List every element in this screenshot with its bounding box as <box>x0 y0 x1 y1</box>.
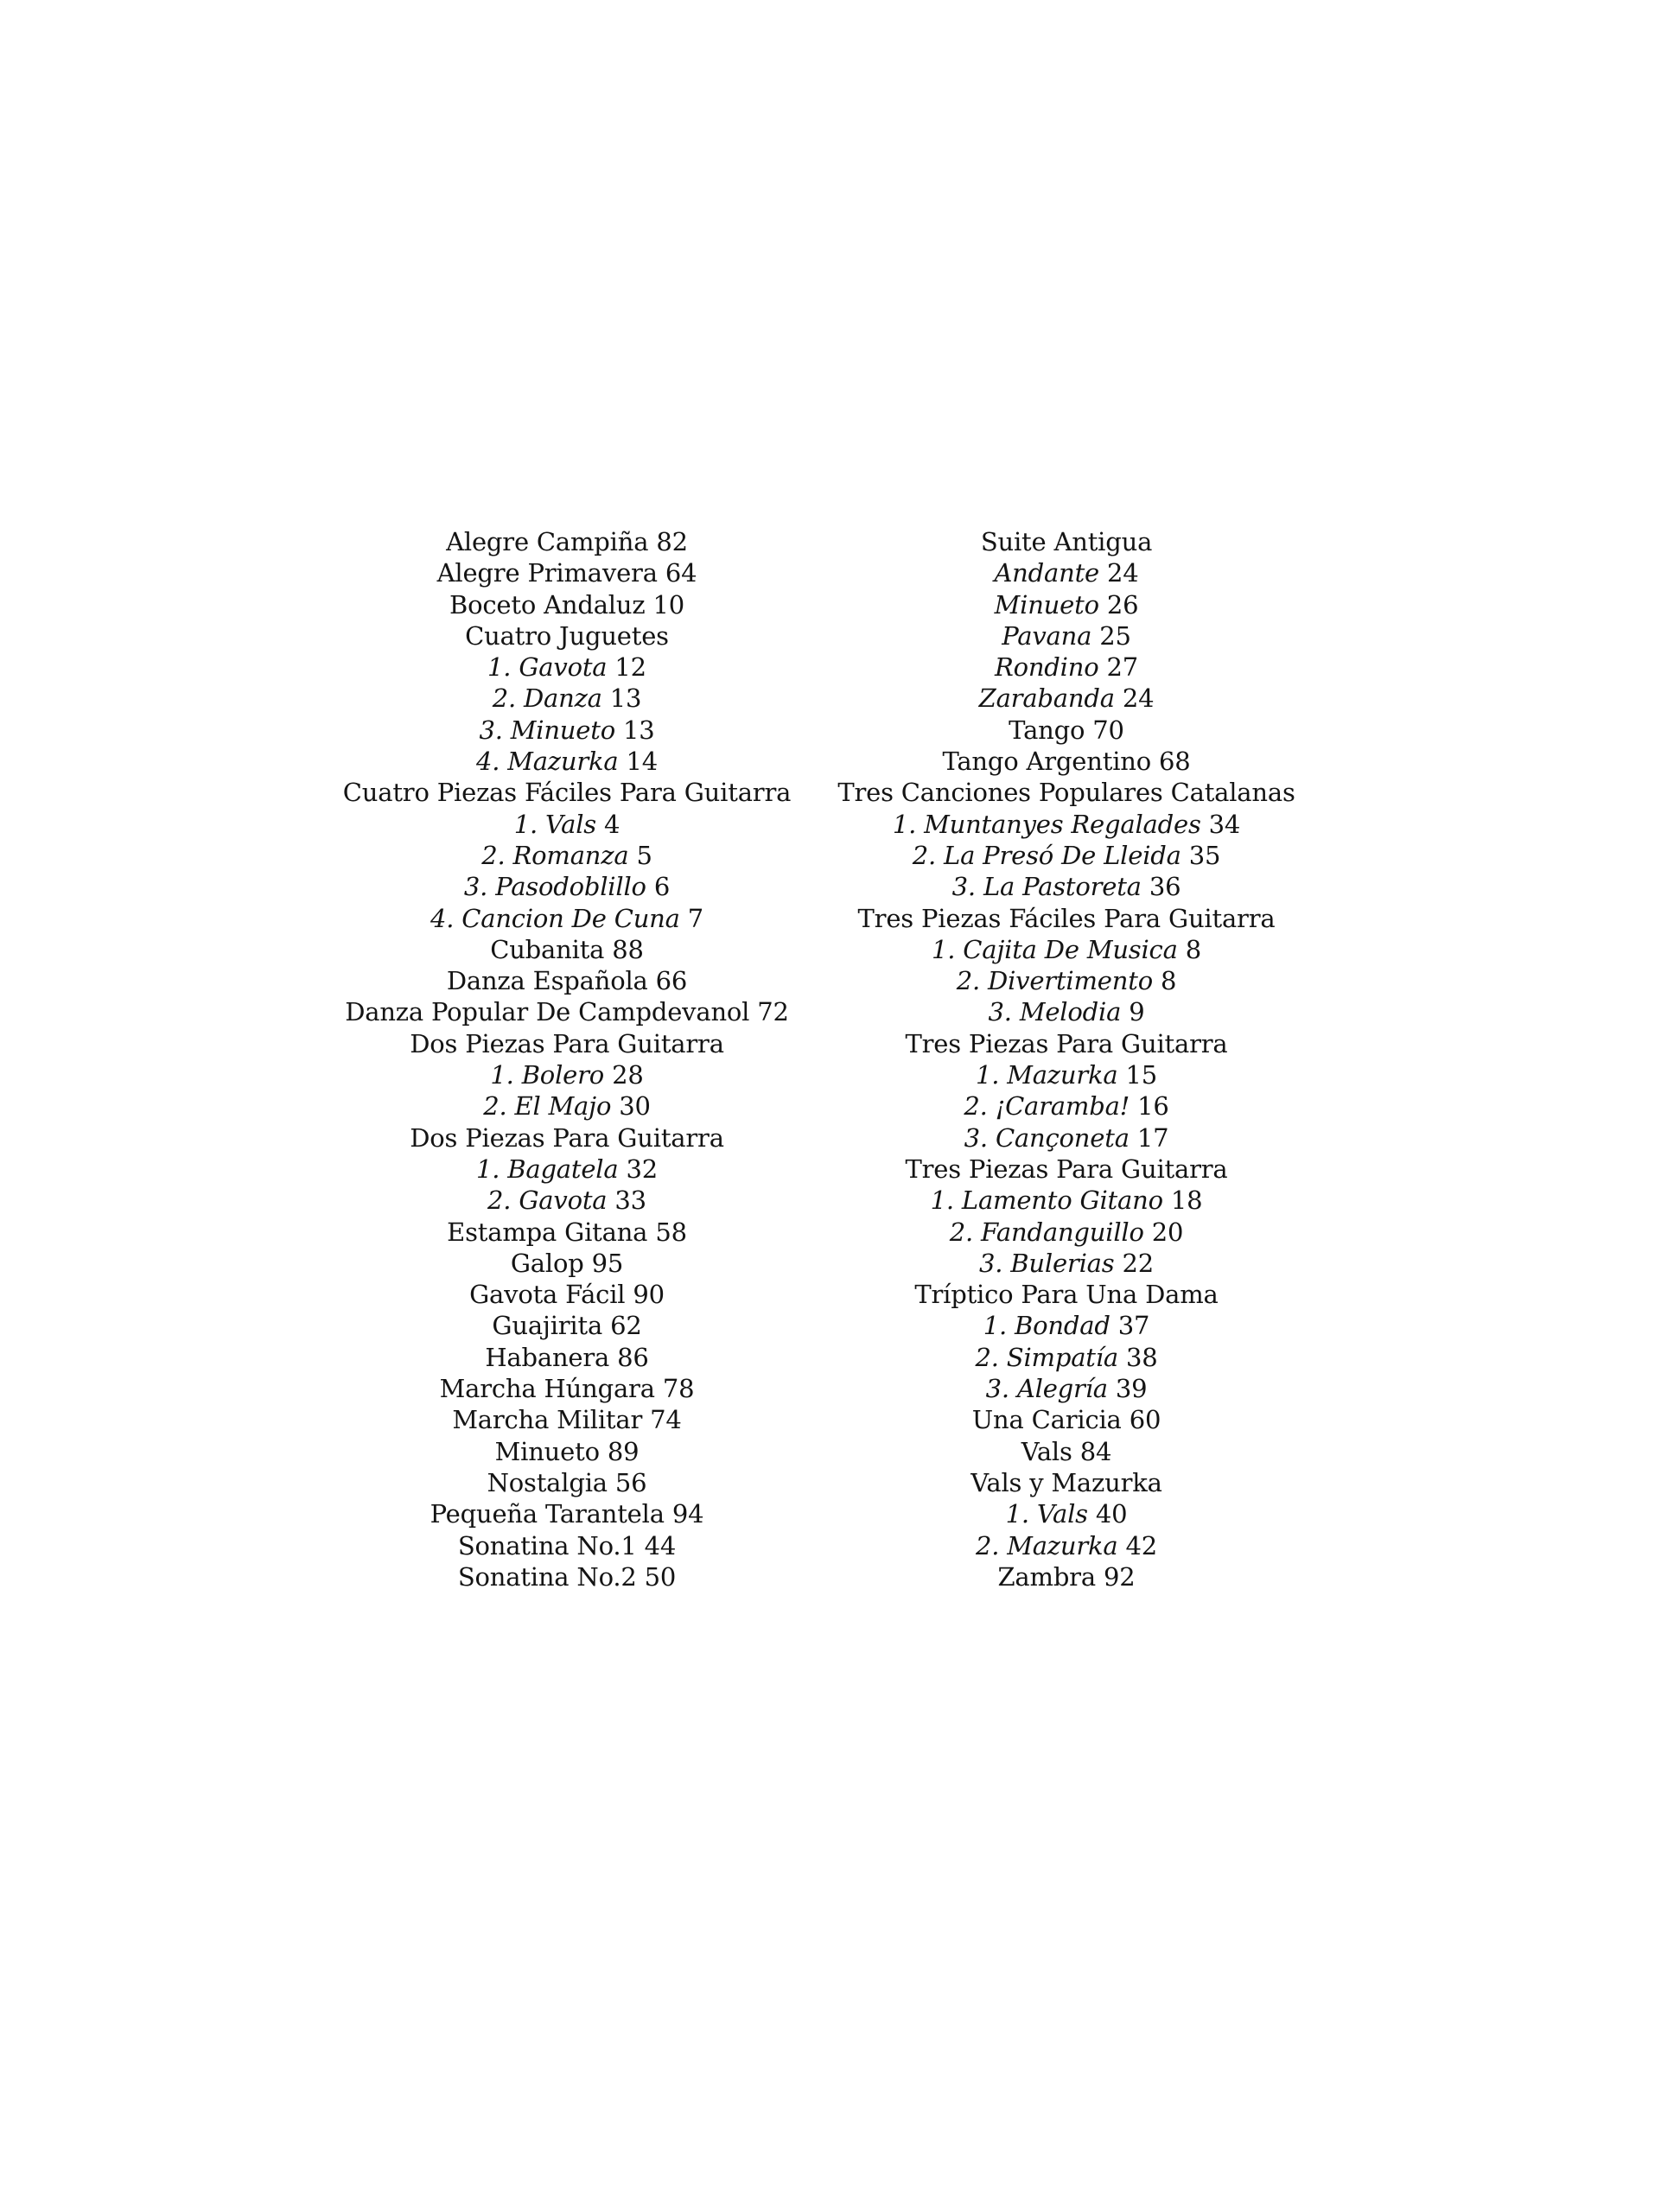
toc-entry-page: 68 <box>1159 747 1191 777</box>
toc-entry <box>807 1436 1326 1467</box>
toc-entry <box>807 1404 1326 1435</box>
toc-entry <box>308 652 826 683</box>
toc-entry <box>308 1498 826 1529</box>
toc-entry <box>308 1217 826 1248</box>
toc-entry-title: Vals <box>1021 1436 1072 1466</box>
toc-entry <box>807 1154 1326 1185</box>
toc-entry-title: Zarabanda <box>978 683 1115 714</box>
toc-entry <box>308 1122 826 1154</box>
toc-entry-page: 14 <box>626 747 659 777</box>
toc-entry-title: 3. Bulerias <box>979 1248 1115 1278</box>
toc-entry-title: 1. Mazurka <box>975 1060 1118 1090</box>
toc-entry-page: 89 <box>607 1436 640 1466</box>
toc-entry-page: 9 <box>1129 997 1145 1027</box>
toc-entry-title: Tríptico Para Una Dama <box>914 1280 1219 1310</box>
toc-entry <box>807 746 1326 777</box>
toc-entry <box>807 1498 1326 1529</box>
toc-entry-title: 3. Minueto <box>479 715 615 745</box>
toc-entry-title: Marcha Militar <box>452 1405 643 1435</box>
toc-entry <box>807 1217 1326 1248</box>
toc-entry-title: 1. Muntanyes Regalades <box>892 809 1201 839</box>
toc-entry-title: 1. Vals <box>1005 1499 1088 1529</box>
toc-entry-title: 4. Mazurka <box>475 747 619 777</box>
toc-entry-title: 2. Danza <box>492 683 602 714</box>
toc-entry-title: Sonatina No.1 <box>457 1530 637 1560</box>
toc-entry-page: 32 <box>626 1154 659 1184</box>
toc-entry-page: 92 <box>1103 1561 1136 1592</box>
toc-entry-page: 60 <box>1129 1405 1161 1435</box>
toc-entry <box>807 1185 1326 1216</box>
toc-entry-title: 2. ¡Caramba! <box>964 1091 1130 1122</box>
toc-entry-page: 82 <box>656 527 688 556</box>
toc-entry <box>308 1310 826 1341</box>
toc-entry <box>308 746 826 777</box>
toc-entry-title: Sonatina No.2 <box>457 1561 637 1592</box>
toc-entry-page: 30 <box>619 1091 651 1122</box>
toc-entry-page: 33 <box>614 1185 646 1216</box>
toc-entry-title: Dos Piezas Para Guitarra <box>410 1122 724 1153</box>
toc-entry-page: 70 <box>1092 715 1124 745</box>
toc-entry-title: 2. La Presó De Lleida <box>912 840 1181 870</box>
toc-entry <box>807 683 1326 714</box>
toc-entry-title: 4. Cancion De Cuna <box>430 903 680 933</box>
toc-entry-page: 4 <box>603 809 620 839</box>
toc-entry-title: 1. Vals <box>513 809 596 839</box>
toc-entry-title: 1. Lamento Gitano <box>930 1185 1163 1216</box>
toc-entry <box>308 620 826 652</box>
toc-entry-title: Cubanita <box>490 934 605 964</box>
toc-entry-title: 1. Bagatela <box>475 1154 619 1184</box>
toc-entry <box>308 1248 826 1279</box>
toc-entry <box>807 589 1326 620</box>
toc-entry-title: Estampa Gitana <box>447 1217 648 1247</box>
toc-entry-title: Cuatro Piezas Fáciles Para Guitarra <box>342 778 792 808</box>
toc-entry <box>308 1059 826 1090</box>
toc-entry <box>807 777 1326 808</box>
toc-entry <box>807 1059 1326 1090</box>
toc-entry-page: 13 <box>623 715 655 745</box>
toc-entry-page: 56 <box>614 1467 647 1497</box>
toc-entry <box>807 1373 1326 1404</box>
toc-entry-title: Tango <box>1009 715 1085 745</box>
toc-entry-title: Una Caricia <box>971 1405 1122 1435</box>
toc-entry-page: 27 <box>1106 652 1139 683</box>
toc-entry-title: Guajirita <box>492 1311 603 1341</box>
toc-entry-title: Pequeña Tarantela <box>430 1499 665 1529</box>
toc-entry-page: 22 <box>1122 1248 1154 1278</box>
toc-entry <box>308 1090 826 1122</box>
toc-entry-page: 6 <box>653 872 671 902</box>
toc-entry-title: Vals y Mazurka <box>971 1467 1162 1497</box>
toc-entry <box>807 620 1326 652</box>
toc-entry <box>308 965 826 996</box>
toc-entry <box>807 1342 1326 1373</box>
toc-entry-page: 90 <box>633 1280 665 1310</box>
toc-entry <box>308 526 826 557</box>
toc-entry-page: 86 <box>617 1342 649 1372</box>
toc-entry-page: 17 <box>1136 1122 1169 1153</box>
toc-entry-title: Rondino <box>994 652 1099 683</box>
toc-entry-title: 3. Cançoneta <box>964 1122 1130 1153</box>
toc-entry-title: Zambra <box>997 1561 1096 1592</box>
toc-entry-title: 1. Cajita De Musica <box>932 934 1178 964</box>
toc-entry-title: Alegre Campiña <box>446 527 649 556</box>
toc-entry-title: 2. El Majo <box>483 1091 612 1122</box>
toc-entry-page: 24 <box>1107 558 1139 588</box>
toc-entry-page: 39 <box>1115 1374 1148 1404</box>
toc-entry-page: 26 <box>1106 589 1139 620</box>
toc-entry-page: 18 <box>1170 1185 1203 1216</box>
toc-entry-title: Suite Antigua <box>980 527 1153 556</box>
toc-entry-title: Minueto <box>494 1436 600 1466</box>
toc-entry-title: Alegre Primavera <box>436 558 658 588</box>
toc-entry-page: 35 <box>1188 840 1221 870</box>
toc-entry <box>807 871 1326 902</box>
toc-entry-page: 38 <box>1125 1342 1158 1372</box>
toc-entry-title: 3. Melodia <box>988 997 1122 1027</box>
toc-entry-title: 2. Fandanguillo <box>949 1217 1144 1247</box>
toc-entry-title: Tres Canciones Populares Catalanas <box>837 778 1295 808</box>
toc-entry <box>308 809 826 840</box>
toc-entry <box>807 1310 1326 1341</box>
toc-entry-title: Dos Piezas Para Guitarra <box>410 1028 724 1058</box>
toc-entry-page: 16 <box>1137 1091 1169 1122</box>
toc-entry-title: 1. Bondad <box>983 1311 1111 1341</box>
toc-entry <box>807 809 1326 840</box>
toc-entry <box>807 903 1326 934</box>
toc-entry <box>308 840 826 871</box>
toc-entry <box>308 589 826 620</box>
toc-entry-page: 66 <box>655 966 688 996</box>
toc-entry <box>807 1279 1326 1310</box>
toc-entry-page: 44 <box>644 1530 677 1560</box>
toc-entry <box>807 1467 1326 1498</box>
toc-entry <box>308 1028 826 1059</box>
toc-entry <box>807 557 1326 588</box>
toc-entry-page: 28 <box>612 1060 644 1090</box>
toc-entry <box>807 1530 1326 1561</box>
toc-entry-title: Boceto Andaluz <box>449 589 646 620</box>
toc-entry <box>807 526 1326 557</box>
toc-entry-title: Tres Piezas Para Guitarra <box>905 1028 1228 1058</box>
toc-entry-title: 3. Alegría <box>985 1374 1108 1404</box>
toc-entry-page: 10 <box>652 589 684 620</box>
toc-right-column <box>807 526 1326 1592</box>
toc-entry-title: 1. Gavota <box>487 652 608 683</box>
toc-entry-title: Habanera <box>485 1342 610 1372</box>
toc-entry <box>807 715 1326 746</box>
toc-entry <box>308 1185 826 1216</box>
toc-entry-page: 12 <box>614 652 646 683</box>
toc-entry <box>807 1090 1326 1122</box>
toc-entry <box>807 965 1326 996</box>
toc-entry <box>807 1248 1326 1279</box>
toc-entry-title: Tres Piezas Para Guitarra <box>905 1154 1228 1184</box>
toc-entry-page: 24 <box>1122 683 1155 714</box>
toc-entry-title: 3. Pasodoblillo <box>463 872 646 902</box>
toc-entry <box>308 996 826 1027</box>
toc-entry-page: 62 <box>610 1311 642 1341</box>
toc-entry-title: 3. La Pastoreta <box>951 872 1142 902</box>
toc-entry <box>308 1530 826 1561</box>
toc-entry-page: 58 <box>655 1217 687 1247</box>
toc-entry-title: 2. Gavota <box>487 1185 608 1216</box>
toc-entry-page: 94 <box>671 1499 704 1529</box>
toc-entry-title: Tres Piezas Fáciles Para Guitarra <box>857 903 1276 933</box>
toc-entry <box>308 1342 826 1373</box>
toc-entry <box>807 652 1326 683</box>
toc-entry-title: 2. Divertimento <box>956 966 1153 996</box>
toc-entry <box>807 1028 1326 1059</box>
toc-entry <box>308 1561 826 1592</box>
toc-entry-title: Danza Española <box>446 966 648 996</box>
toc-entry-page: 50 <box>644 1561 677 1592</box>
toc-entry-page: 78 <box>662 1374 695 1404</box>
toc-entry <box>308 871 826 902</box>
toc-entry-page: 40 <box>1095 1499 1128 1529</box>
toc-entry-page: 42 <box>1125 1530 1158 1560</box>
toc-entry-title: 2. Simpatía <box>975 1342 1118 1372</box>
toc-entry <box>308 1404 826 1435</box>
toc-entry-title: 1. Bolero <box>490 1060 605 1090</box>
toc-entry-title: Minueto <box>994 589 1099 620</box>
toc-entry-page: 64 <box>665 558 697 588</box>
toc-entry-page: 88 <box>612 934 644 964</box>
toc-entry <box>308 1279 826 1310</box>
toc-entry-page: 36 <box>1149 872 1181 902</box>
toc-entry-title: Andante <box>994 558 1100 588</box>
toc-entry-title: Tango Argentino <box>942 747 1152 777</box>
toc-entry-page: 20 <box>1151 1217 1184 1247</box>
toc-entry <box>807 996 1326 1027</box>
toc-entry-title: Galop <box>510 1248 584 1278</box>
toc-entry <box>308 934 826 965</box>
toc-left-column <box>308 526 826 1592</box>
toc-entry <box>807 1122 1326 1154</box>
toc-entry <box>308 1467 826 1498</box>
table-of-contents <box>0 526 1661 1615</box>
toc-entry <box>308 683 826 714</box>
toc-entry <box>807 934 1326 965</box>
toc-entry-title: Pavana <box>1002 620 1092 651</box>
toc-entry-page: 5 <box>636 840 652 870</box>
toc-entry-page: 95 <box>591 1248 624 1278</box>
toc-entry-page: 84 <box>1079 1436 1112 1466</box>
toc-entry-title: 2. Mazurka <box>975 1530 1118 1560</box>
toc-entry <box>308 557 826 588</box>
toc-entry-title: Gavota Fácil <box>469 1280 626 1310</box>
toc-entry <box>807 840 1326 871</box>
toc-entry <box>308 777 826 808</box>
toc-entry-title: Danza Popular De Campdevanol <box>345 997 750 1027</box>
toc-entry <box>308 715 826 746</box>
toc-entry-title: Cuatro Juguetes <box>465 620 669 651</box>
toc-entry <box>308 1154 826 1185</box>
toc-entry <box>308 1373 826 1404</box>
toc-entry <box>308 1436 826 1467</box>
toc-entry <box>807 1561 1326 1592</box>
toc-entry-page: 7 <box>687 903 704 933</box>
toc-entry-page: 8 <box>1160 966 1177 996</box>
toc-entry-page: 8 <box>1185 934 1201 964</box>
toc-entry-page: 74 <box>650 1405 682 1435</box>
toc-entry-page: 34 <box>1208 809 1241 839</box>
toc-entry-page: 72 <box>757 997 789 1027</box>
toc-entry <box>308 903 826 934</box>
toc-entry-title: Nostalgia <box>487 1467 608 1497</box>
toc-entry-page: 37 <box>1117 1311 1150 1341</box>
toc-entry-title: 2. Romanza <box>481 840 629 870</box>
toc-entry-page: 25 <box>1099 620 1131 651</box>
toc-entry-page: 15 <box>1125 1060 1158 1090</box>
toc-entry-title: Marcha Húngara <box>439 1374 655 1404</box>
toc-entry-page: 13 <box>609 683 642 714</box>
